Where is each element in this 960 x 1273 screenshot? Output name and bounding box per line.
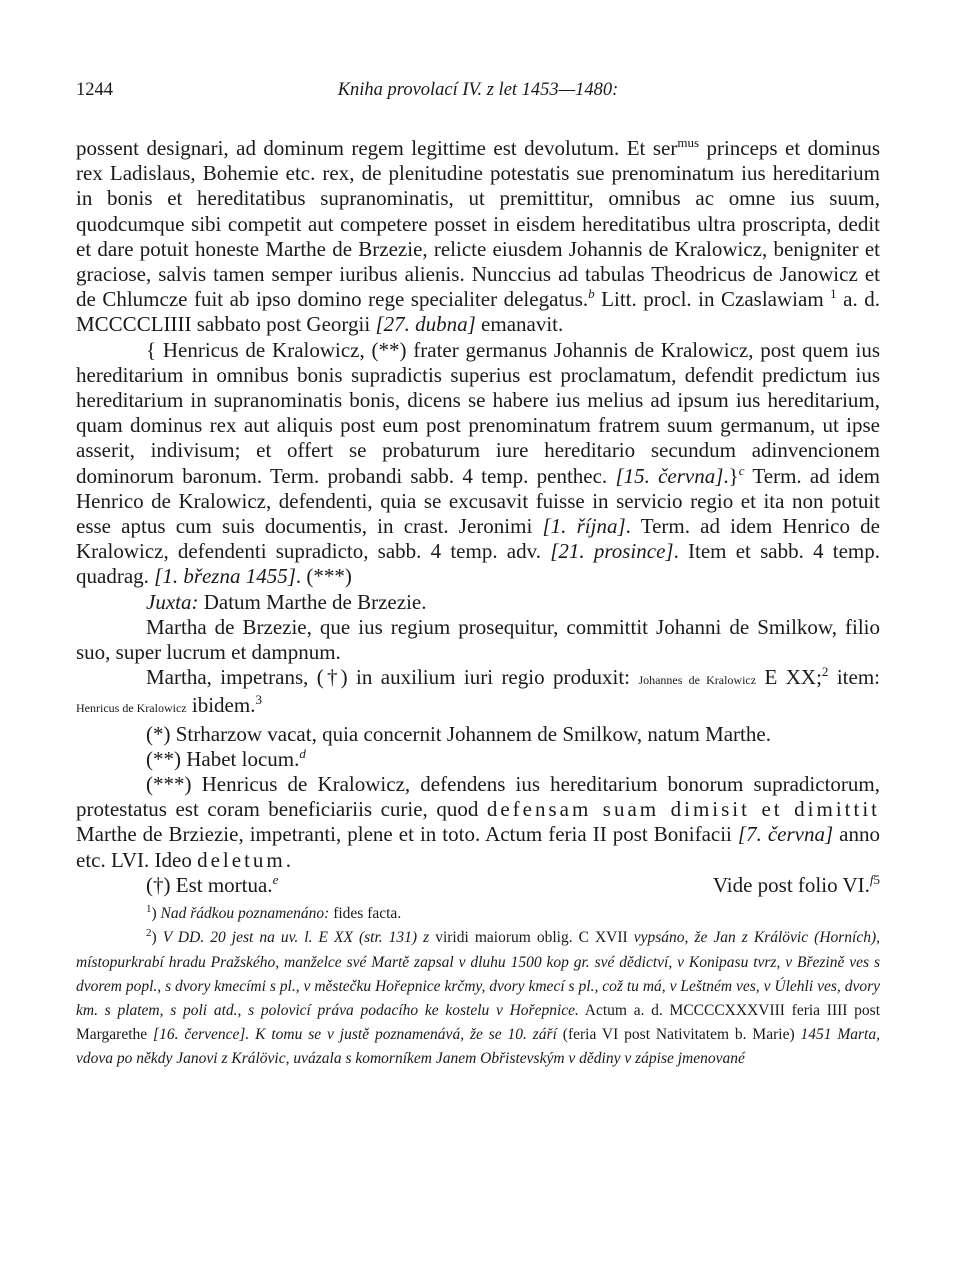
paragraph-7: [76, 747, 880, 772]
footnote-ref-5: 5: [873, 871, 880, 887]
body-text: [76, 136, 880, 898]
text-run: Vide post folio VI.: [712, 872, 870, 897]
footnote-ref-2: 2: [821, 664, 829, 680]
footnote-italic: [16. července]. K tomu se v justě poznamenává, že se 10. září: [153, 1026, 557, 1044]
footnote-italic: 1451 Marta, vdova po někdy Janovi z Králövic, uvázala s komorníkem Janem Obřistevským v dědiny v zápise jmenované: [76, 1026, 880, 1068]
text-run: Datum Marthe de Brzezie.: [198, 589, 427, 614]
superscript: mus: [677, 135, 699, 150]
text-run: .}: [723, 463, 739, 488]
text-run: Actum a. d. MCCCCXXXVIII feria IIII post Margarethe: [76, 1001, 881, 1044]
text-run: Marthe de Brziezie, impetranti, plene et in toto. Actum feria II post Bonifacii: [76, 822, 738, 847]
text-run: . (***): [295, 564, 352, 589]
text-run: . Term. ad idem Henrico de Kralowicz, defendenti supradicto, sabb. 4 temp. adv.: [76, 514, 881, 564]
footnote-italic: Nad řádkou poznamenáno:: [156, 905, 330, 923]
text-run: (*) Strharzow vacat, quia concernit Johannem de Smilkow, natum Marthe.: [146, 721, 771, 746]
text-run: Litt. procl. in Czaslawiam: [594, 287, 831, 312]
paragraph-8: [76, 772, 880, 873]
text-run: E XX;: [756, 665, 822, 690]
text-run: { Henricus de Kralowicz, (**) frater germanus Johannis de Kralowicz, post quem ius hereditarium in omnibus bonis supradictis superius est proclamatum, defendit predictum ius hereditarium in supranominatis bonis, dicens se habere ius melius ad ipsum ius hereditarium, quam dominus rex aut aliquis post eum post prenominatum fratrem suum germanum, ut ipse asserit, indivisum; et offert se probaturum iure hereditario secundum adinvencionem dominorum baronum. Term. probandi sabb. 4 temp. penthec.: [76, 337, 880, 488]
editorial-mark: d: [299, 745, 306, 761]
footnote-1: $^1$) Nad řádkou poznamenáno: fides facta.: [146, 902, 402, 923]
cross-reference: [643, 873, 880, 898]
editorial-mark: e: [272, 871, 279, 887]
text-run: . Item et sabb. 4 temp. quadrag.: [76, 539, 881, 589]
footnote-number: 1: [146, 902, 152, 915]
footnotes: [76, 902, 880, 1071]
text-run: Martha de Brzezie, que ius regium prosequitur, committit Johanni de Smilkow, filio suo, super lucrum et dampnum.: [76, 614, 880, 665]
running-title: Kniha provolací IV. z let 1453—1480:: [337, 80, 619, 100]
editorial-mark: c: [738, 462, 745, 478]
date-gloss: [1. října]: [542, 514, 626, 539]
date-gloss: [1. března 1455]: [154, 564, 296, 589]
paragraph-6: [76, 722, 880, 747]
date-gloss: [15. června]: [615, 463, 724, 488]
text-run: anno etc. LVI. Ideo: [76, 822, 880, 872]
footnote-2: $^2$) V DD. 20 jest na uv. l. E XX (str. 131) z viridi maiorum oblig. C XVII vypsáno, že Jan z Králövic (Horních), místopurkrabí hradu Pražského, manželce své Martě zapsal v dluhu 1500 kop gr. své dědictví, v Konipasu tvrz, v Březině ves s dvorem popl., s dvory kmecími s pl., v městečku Hořepnice krčmy, dvory kmecí s pl., což tu má, v Leštném ves, v Úlehli ves, dvory km. s platem, s poli atd., s polovicí práva podacího ke kostelu v Hořepnice. Actum a. d. MCCCCXXXVIII feria IIII post Margarethe [16. července]. K tomu se v justě poznamenává, že se 10. září (feria VI post Nativitatem b. Marie) 1451 Marta, vdova po někdy Janovi z Králövic, uvázala s komorníkem Janem Obřistevským v dědiny v zápise jmenované: [76, 927, 881, 1068]
text-run: (†) Est mortua.: [146, 872, 273, 897]
text-run: fides facta.: [329, 905, 402, 923]
paragraph-9: [76, 873, 880, 898]
text-run: (**) Habet locum.: [146, 746, 300, 771]
juxta-label: Juxta:: [146, 589, 199, 614]
page-number: 1244: [76, 80, 113, 100]
paragraph-4: [76, 615, 880, 665]
date-gloss: [27. dubna]: [375, 312, 476, 337]
text-run: a. d. MCCCCLIIII sabbato post Georgii: [76, 287, 881, 337]
text-run: Term. ad idem Henrico de Kralowicz, defendenti, quia se excusavit fuisse in servicio regio et ita non potuit esse aptus cum suis documentis, in crast. Jeronimi: [76, 463, 880, 539]
paragraph-5: [76, 665, 880, 721]
footnote-italic: V DD. 20 jest na uv. l. E XX (str. 131) z: [156, 929, 430, 947]
footnote-italic: vypsáno, že Jan z Králövic (Horních), místopurkrabí hradu Pražského, manželce své Martě zapsal v dluhu 1500 kop gr. své dědictví, v Konipasu tvrz, v Březině ves s dvorem popl., s dvory kmecími s pl., v městečku Hořepnice krčmy, dvory kmecí s pl., což tu má, v Leštném ves, v Úlehli ves, dvory km. s platem, s poli atd., s polovicí práva podacího ke kostelu v Hořepnice.: [76, 929, 881, 1019]
editorial-mark: f: [869, 871, 874, 887]
footnote-number: 2: [146, 927, 152, 940]
page-header: [76, 80, 880, 110]
footnote-ref-3: 3: [255, 692, 262, 708]
text-run: (feria VI post Nativitatem b. Marie): [556, 1026, 801, 1044]
text-run: .: [285, 847, 292, 872]
witness-name: Johannes de Kralowicz: [638, 673, 757, 688]
text-run: emanavit.: [475, 312, 564, 337]
text-run: item:: [828, 665, 880, 690]
witness-name: Henricus de Kralowicz: [76, 701, 187, 716]
text-run: Martha, impetrans, (†) in auxilium iuri regio produxit:: [146, 665, 639, 690]
paragraph-2: [76, 338, 880, 590]
footnote-ref-1: 1: [830, 286, 837, 302]
date-gloss: [21. prosince]: [550, 539, 674, 564]
date-gloss: [7. června]: [737, 822, 834, 847]
text-run: possent designari, ad dominum regem legittime est devolutum. Et ser: [76, 136, 678, 160]
text-run: ibidem.: [186, 693, 256, 718]
text-run: viridi maiorum oblig. C XVII: [429, 929, 634, 947]
spaced-text: deletum: [197, 847, 286, 872]
text-run: princeps et dominus rex Ladislaus, Bohemie etc. rex, de plenitudine potestatis sue prenominatum ius hereditarium in bonis et hereditatibus supranominatis, ut premittitur, omnibus ac omne ius suum, quodcumque sibi competit aut competere posset in eisdem hereditatibus ultra proscripta, dedit et dare potuit honeste Marthe de Brzezie, relicte eiusdem Johannis de Kralowicz, benigniter et graciose, salvis tamen semper iuribus alienis. Nunccius ad tabulas Theodricus de Janowicz et de Chlumcze fuit ab ipso domino rege specialiter delegatus.: [76, 136, 881, 312]
text-run: (***) Henricus de Kralowicz, defendens ius hereditarium bonorum supradictorum, protestatus est coram beneficiariis curie, quod: [76, 772, 880, 822]
editorial-mark: b: [588, 286, 595, 302]
paragraph-1: [76, 136, 880, 338]
paragraph-3: [76, 590, 880, 615]
spaced-text: defensam suam dimisit et dimittit: [486, 797, 880, 822]
